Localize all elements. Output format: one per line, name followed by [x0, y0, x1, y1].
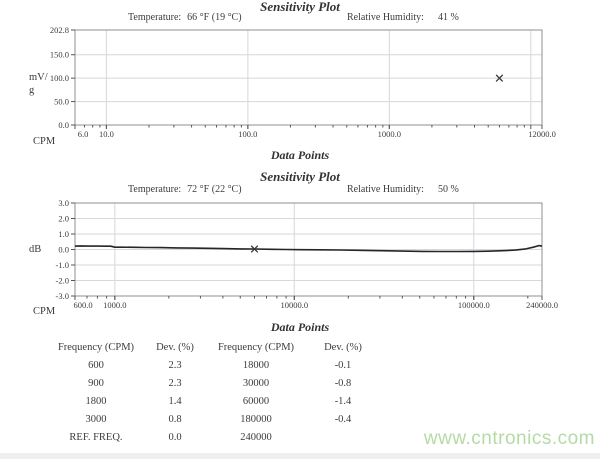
table-cell: 1800: [85, 396, 107, 407]
watermark: www.cntronics.com: [423, 428, 595, 449]
chart2-title: Sensitivity Plot: [260, 169, 340, 184]
humidity-label: Relative Humidity:: [347, 12, 424, 23]
data-points-table: [42, 339, 374, 447]
svg-text:3.0: 3.0: [58, 198, 69, 208]
column-header: Dev. (%): [324, 342, 362, 353]
table-cell: 1.4: [168, 396, 182, 407]
table-cell: 600: [88, 360, 104, 371]
temperature-value: 66 °F (19 °C): [187, 12, 242, 23]
table-cell: 2.3: [168, 360, 182, 371]
table-cell: 0.8: [168, 414, 182, 425]
page-bottom-edge: [0, 453, 600, 459]
svg-text:12000.0: 12000.0: [528, 129, 556, 139]
chart2-humidity: [347, 184, 459, 195]
table-cell: -0.8: [334, 378, 352, 389]
temperature-label: Temperature:: [128, 12, 182, 23]
chart2-caption: Data Points: [270, 320, 330, 334]
y-unit-line: g: [29, 85, 35, 96]
chart1-x-axis-unit: CPM: [33, 136, 56, 147]
chart2-x-axis-unit: CPM: [33, 306, 56, 317]
chart1-y-axis-unit: [29, 71, 48, 97]
table-cell: 2.3: [168, 378, 182, 389]
temperature-value: 72 °F (22 °C): [187, 184, 242, 195]
table-cell: [312, 429, 374, 447]
y-unit-line: mV/: [29, 72, 48, 83]
temperature-label: Temperature:: [128, 184, 182, 195]
column-header: Dev. (%): [156, 342, 194, 353]
chart2-temperature: [128, 184, 242, 195]
column-header: Frequency (CPM): [217, 342, 295, 353]
humidity-value: 50 %: [437, 184, 459, 195]
chart1-humidity: [347, 12, 459, 23]
svg-text:10000.0: 10000.0: [280, 300, 309, 310]
table-cell: 3000: [85, 414, 107, 425]
svg-text:202.8: 202.8: [49, 25, 69, 35]
table-cell: REF. FREQ.: [69, 432, 123, 443]
table-cell: 240000: [240, 432, 272, 443]
humidity-value: 41 %: [437, 12, 459, 23]
table-cell: -1.4: [334, 396, 352, 407]
table-cell: -0.1: [334, 360, 352, 371]
svg-text:1000.0: 1000.0: [377, 129, 402, 139]
table-cell: 180000: [240, 414, 272, 425]
humidity-label: Relative Humidity:: [347, 184, 424, 195]
chart1-temperature: [128, 12, 242, 23]
chart1-title: Sensitivity Plot: [260, 0, 340, 14]
svg-text:-3.0: -3.0: [55, 291, 69, 301]
svg-text:600.0: 600.0: [73, 300, 93, 310]
svg-text:240000.0: 240000.0: [526, 300, 558, 310]
svg-text:50.0: 50.0: [54, 96, 69, 107]
svg-text:10.0: 10.0: [98, 129, 114, 139]
svg-text:1000.0: 1000.0: [103, 300, 127, 310]
svg-text:0.0: 0.0: [58, 120, 69, 130]
svg-text:-2.0: -2.0: [55, 275, 69, 286]
table-cell: 0.0: [168, 432, 182, 443]
table-cell: 18000: [242, 360, 270, 371]
table-cell: 30000: [242, 378, 270, 389]
table-cell: 60000: [242, 396, 270, 407]
svg-text:6.0: 6.0: [77, 129, 89, 139]
svg-text:100.0: 100.0: [238, 129, 258, 139]
svg-text:150.0: 150.0: [49, 49, 69, 60]
table-cell: -0.4: [334, 414, 352, 425]
table-cell: 900: [88, 378, 104, 389]
column-header: Frequency (CPM): [57, 342, 135, 353]
svg-text:0.0: 0.0: [58, 244, 69, 255]
svg-text:1.0: 1.0: [58, 229, 69, 239]
svg-text:100000.0: 100000.0: [457, 300, 490, 310]
chart1-caption: Data Points: [270, 148, 330, 162]
svg-text:100.0: 100.0: [49, 73, 69, 84]
svg-text:2.0: 2.0: [58, 213, 69, 224]
chart2-y-axis-unit: dB: [29, 244, 42, 255]
svg-text:-1.0: -1.0: [55, 260, 69, 270]
